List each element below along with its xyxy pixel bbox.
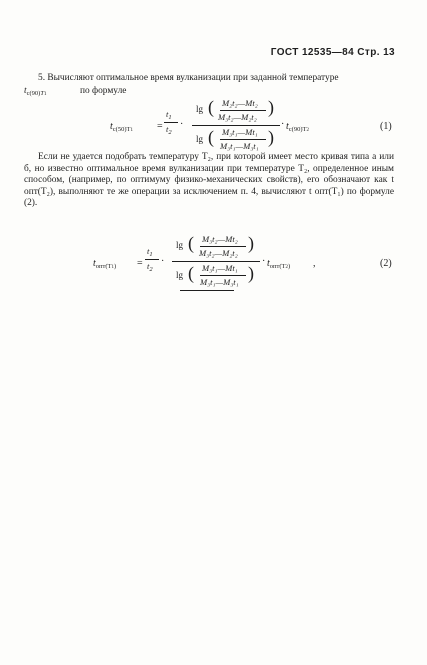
formula-2-ratio-bar: [145, 259, 159, 260]
paragraph-1-tail: по формуле: [80, 86, 127, 96]
formula-1-rhs: $t_{c(90)T2}$: [286, 121, 309, 133]
formula-2-t2: $t_2$: [147, 261, 153, 273]
paragraph-2: [24, 152, 394, 210]
formula-2-equals: =: [137, 258, 143, 269]
formula-1-den-top: M₃t₁—Mt₁: [222, 127, 258, 137]
formula-2-num-bot: M₃t₂—M₂t₂: [199, 248, 238, 258]
formula-2-number: (2): [380, 258, 392, 269]
formula-2-rhs: $t_{опт(T2)}$: [267, 258, 291, 270]
page-header: ГОСТ 12535—84 Стр. 13: [270, 47, 395, 58]
formula-2-main-bar: [172, 261, 260, 262]
formula-1-t2: $t_2$: [166, 124, 172, 136]
paragraph-1: [24, 73, 394, 85]
formula-1-equals: =: [157, 121, 163, 132]
formula-1-lhs: $t_{c(50)T1}$: [110, 121, 133, 133]
formula-2-den-bot: M₃t₁—M₃t₁: [200, 277, 239, 287]
paragraph-2-text: Если не удается подобрать температуру T₂, при которой имеет место кривая типа а или б, но известно оптимальное время вулканизации при температуре T₂, определенное иным способом, (например, по оптимуму физико-механических свойств), его обозначают как t опт(T₂), выполняют те же операции за исключением п. 4, вычисляют t опт(T₁) по формуле (2).: [24, 152, 394, 209]
paragraph-1-text: 5. Вычисляют оптимальное время вулканизации при заданной температуре: [38, 73, 339, 83]
formula-1-t1: $t_1$: [166, 109, 172, 121]
formula-2-den-top: M₃t₁—Mt₁: [202, 263, 238, 273]
formula-1-num-bot: M₃t₂—M₂t₂: [218, 112, 257, 122]
formula-1-ratio-bar: [164, 122, 178, 123]
paragraph-1-symbol: $t_{c(90)T1}$: [24, 86, 47, 97]
document-page: ГОСТ 12535—84 Стр. 13 5. Вычисляют оптимальное время вулканизации при заданной температуре $t_{c(90)T1}$ по формуле $t_{c(50)T1}$ = $t_1$ $t_2$ · lg ( M₂t₂—Mt₂ M₃t₂—M₂t₂ ) lg ( M₃t₁—Mt₁ M₃t₁—M₃t₁ ) · $t_{c(90)T2}$ (1) Если не удается подобрать температуру T₂, при которой имеет место кривая типа а или б, но известно оптимальное время вулканизации при температуре T₂, определенное иным способом, (например, по оптимуму физико-механических свойств), его обозначают как t опт(T₂), выполняют те же операции за исключением п. 4, вычисляют t опт(T₁) по формуле (2). $t_{опт(T1)}$ = $t_1$ $t_2$ · lg ( M₃t₂—Mt₂ M₃t₂—M₂t₂ ) lg ( M₃t₁—Mt₁ M₃t₁—M₃t₁ ) · $t_{опт(T2)}$ , (2): [0, 0, 427, 665]
formula-2-lg-top: lg: [176, 240, 184, 250]
formula-2-lg-bottom: lg: [176, 270, 184, 280]
formula-2-t1: $t_1$: [147, 246, 153, 258]
formula-1-number: (1): [380, 121, 392, 132]
formula-1-den-bot: M₃t₁—M₃t₁: [220, 141, 259, 151]
end-rule: [180, 290, 234, 291]
formula-1-main-bar: [192, 125, 280, 126]
formula-1-lg-top: lg: [196, 104, 204, 114]
formula-2-lhs: $t_{опт(T1)}$: [93, 258, 117, 270]
formula-1-num-top: M₂t₂—Mt₂: [222, 98, 258, 108]
formula-1-lg-bottom: lg: [196, 134, 204, 144]
formula-2-num-top: M₃t₂—Mt₂: [202, 234, 238, 244]
